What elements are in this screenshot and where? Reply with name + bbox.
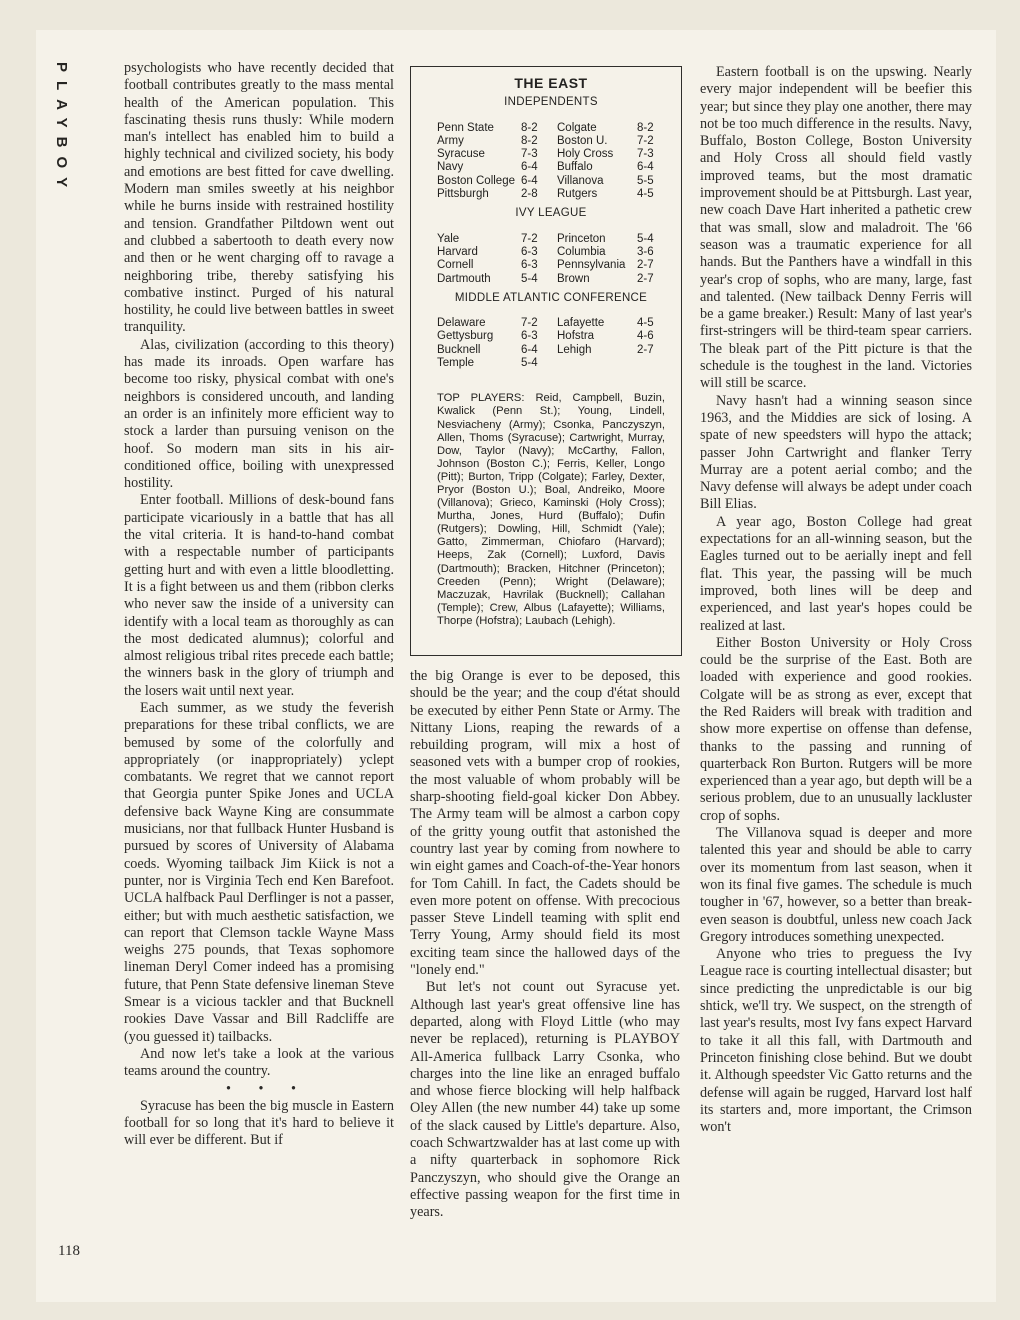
team-name: Army [437,134,464,147]
team-record: 7-2 [521,232,538,245]
team-name: Syracuse [437,148,485,161]
top-players: TOP PLAYERS: Reid, Campbell, Buzin, Kwalick (Penn St.); Young, Lindell, Nesviacheny (Army); Csonka, Panczyszyn, Allen, Thoms (Syracuse); Cartwright, Murray, Dow, Taylor (Navy); McCarthy, Fallon, Johnson (Boston C.); Ferris, Keller, Longo (Pitt); Burton, Tripp (Colgate); Farley, Dexter, Pryor (Boston U.); Boal, Andreiko, Moore (Villanova); Grieco, Kaminski (Holy Cross); Murtha, Jones, Hurd (Buffalo); Dufin (Rutgers); Dowling, Hill, Schmidt (Yale); Gatto, Zimmerman, Chiofaro (Harvard); Heeps, Zak (Cornell); Luxford, Davis (Dartmouth); Bracken, Hitchner (Princeton); Creeden (Penn); Wright (Delaware); Maczuzak, Havrilak (Bucknell); Callahan (Temple); Crew, Albus (Lafayette); Williams, Thorpe (Hofstra); Laubach (Lehigh). [437,392,665,627]
paragraph: Alas, civilization (according to this theory) has made its inroads. Open warfare has become too risky, physical combat with one's neighbors is considered uncouth, and landing an order is an infinitely more efficient way to stock a larder than pursuing venison on the hoof. So modern man sits in his air-conditioned office, boiling with unexpressed hostility. [124,336,394,492]
team-record: 3-6 [637,245,654,258]
team-name: Boston U. [557,134,608,147]
team-record: 7-2 [521,317,538,330]
team-name: Delaware [437,317,486,330]
team-name: Columbia [557,245,606,258]
team-name: Penn State [437,121,494,134]
team-name: Lafayette [557,317,605,330]
team-record: 8-2 [521,121,538,134]
team-record: 6-4 [521,161,538,174]
paragraph: Enter football. Millions of desk-bound fans participate vicariously in a battle that has all the vital criteria. It is hand-to-hand combat with a respectable number of participants getting hurt and with even a little bloodletting. It is a fight between us and them (ribbon clerks who never saw the inside of a university can identify with a local team as thoroughly as can the most dedicated alumnus); colorful and almost religious tribal rites precede each battle; the winners bask in the glory of triumph and the losers wait until next year. [124,492,394,699]
team-record: 6-3 [521,259,538,272]
standings-section-heading: IVY LEAGUE [515,207,587,220]
team-name: Dartmouth [437,272,491,285]
team-record: 6-3 [521,330,538,343]
paragraph: Each summer, as we study the feverish preparations for these tribal conflicts, we are bemused by some of the colorfully and appropriately (or inappropriately) yclept combatants. We regret that we cannot report that Georgia punter Spike Jones and UCLA defensive back Wayne King are consummate musicians, nor that fullback Hunter Husband is pursued by scores of University of Alabama coeds. Wyoming tailback Jim Kiick is not a punter, nor is Virginia Tech end Ken Barefoot. UCLA halfback Paul Derflinger is not a passer, either; but with much aesthetic satisfaction, we can report that Clemson tackle Wayne Mass weighs 275 pounds, that Texas sophomore lineman Deryl Comer indeed has a promising future, that Penn State defensive lineman Steve Smear is a vicious tackler and that Bucknell rookies Dave Vassar and Bill Radcliffe are (you guessed it) tailbacks. [124,699,394,1045]
team-name: Harvard [437,245,478,258]
team-name: Pennsylvania [557,259,626,272]
team-record: 4-6 [637,330,654,343]
team-record: 4-5 [637,188,654,201]
team-record: 7-3 [637,148,654,161]
team-record [637,357,657,370]
team-record: 7-2 [637,134,654,147]
team-name: Pittsburgh [437,188,489,201]
article-column-1 [124,60,394,1150]
team-name: Brown [557,272,590,285]
paragraph: But let's not count out Syracuse yet. Although last year's great offensive line has departed, along with Floyd Little (who may never be replaced), returning is PLAYBOY All-America fullback Larry Csonka, who charges into the line like an enraged buffalo and whose fierce blocking will help halfback Oley Allen (the new number 44) take up some of the slack caused by Little's departure. Also, coach Schwartzwalder has at last come up with a nifty quarterback in sophomore Rick Panczyszyn, who should give the Orange an effective passing weapon for the first time in years. [410,979,680,1221]
team-name: Temple [437,357,475,370]
team-name: Boston College [437,174,515,187]
team-record: 2-8 [521,188,538,201]
team-name: Holy Cross [557,148,614,161]
paragraph: Syracuse has been the big muscle in Eastern football for so long that it's hard to believe it will ever be different. But if [124,1097,394,1149]
sidebar-sections [437,96,665,370]
paragraph: Eastern football is on the upswing. Nearly every major independent will be beefier this year; but since they play one another, there may not be too much difference in the results. Navy, Buffalo, Boston College, Boston University and Holy Cross all should field vastly improved teams, but the most dramatic improvement should be at Pittsburgh. Last year, new coach Dave Hart inherited a pathetic crew that was small, slow and maladroit. The '66 season was a traumatic experience for all hands. But the Panthers have a windfall in this year's crop of sophs, who are many, large, fast and talented. (New tailback Denny Ferris will be a game breaker.) Result: Many of last year's first-stringers will be third-team spear carriers. The bleak part of the Pitt picture is that the schedule is the toughest in the land. Victories will still be scarce. [700,64,972,392]
team-name: Yale [437,232,460,245]
team-record: 5-4 [521,357,538,370]
paragraph: Anyone who tries to preguess the Ivy League race is courting intellectual disaster; but since predicting the unpredictable is our big shtick, we'll try. We suspect, on the strength of last year's results, most Ivy fans expect Harvard to take it all this fall, with Dartmouth and Princeton finishing close behind. But we doubt it. Although speedster Vic Gatto returns and the defense will again be rugged, Harvard lost half its starters and, more important, the Crimson won't [700,946,972,1136]
team-record: 5-5 [637,174,654,187]
team-name: Buffalo [557,161,593,174]
team-name: Villanova [557,174,604,187]
team-name: Cornell [437,259,474,272]
paragraph: Either Boston University or Holy Cross could be the surprise of the East. Both are loaded with experience and good rookies. Colgate will be as strong as ever, except that the Red Raiders will break with tradition and show more expertise on offense than defense, thanks to the passing and running of quarterback Ron Burton. Rutgers will be more experienced than a year ago, but depth will be a serious problem, due to an unusually lackluster crop of sophs. [700,634,972,824]
team-name: Bucknell [437,343,481,356]
team-name: Gettysburg [437,330,494,343]
paragraph: The Villanova squad is deeper and more talented this year and should be able to carry over its momentum from last season, when it won its final five games. The schedule is much tougher in '67, however, so a better than break-even season is doubtful, unless new coach Jack Gregory introduces something unexpected. [700,825,972,945]
team-name: Navy [437,161,464,174]
team-name [557,357,637,370]
paragraph: • • • [226,1080,308,1097]
team-name: Rutgers [557,188,598,201]
team-record: 8-2 [637,121,654,134]
team-record: 6-4 [521,343,538,356]
team-record: 6-4 [637,161,654,174]
magazine-name: PLAYBOY [53,62,70,197]
standings-section-heading: INDEPENDENTS [504,96,598,109]
article-column-3 [700,64,972,1136]
team-record: 4-5 [637,317,654,330]
sidebar-title: THE EAST [514,75,588,91]
team-record: 7-3 [521,148,538,161]
standings-section-heading: MIDDLE ATLANTIC CONFERENCE [454,291,648,304]
paragraph: And now let's take a look at the various teams around the country. [124,1045,394,1080]
team-name: Princeton [557,232,606,245]
team-name: Colgate [557,121,597,134]
team-name: Lehigh [557,343,592,356]
team-record: 2-7 [637,272,654,285]
team-record: 5-4 [637,232,654,245]
team-record: 8-2 [521,134,538,147]
paragraph: Navy hasn't had a winning season since 1963, and the Middies are sick of losing. A spate of new speedsters will hypo the attack; passer John Cartwright and flanker Terry Murray are a potent aerial combo; and the Navy defense will always be adept under coach Bill Elias. [700,392,972,513]
article-column-2 [410,668,680,1222]
page-number: 118 [58,1243,80,1259]
team-record: 6-3 [521,245,538,258]
standings-table [437,317,665,370]
team-name: Hofstra [557,330,595,343]
team-record: 5-4 [521,272,538,285]
team-record: 2-7 [637,343,654,356]
team-record: 6-4 [521,174,538,187]
standings-table [437,233,665,286]
paragraph: the big Orange is ever to be deposed, this should be the year; and the coup d'état should be executed by either Penn State or Army. The Nittany Lions, reaping the rewards of a rebuilding program, will mix a host of seasoned vets with a bumper crop of rookies, the most valuable of whom probably will be sharp-shooting field-goal kicker Don Abbey. The Army team will be almost a carbon copy of the gritty young outfit that astonished the country last year by coming from nowhere to win eight games and Coach-of-the-Year honors for Tom Cahill. In fact, the Cadets should be even more potent on offense. With precocious passer Steve Lindell teaming with split end Terry Young, Army should field its most exciting team since the hallowed days of the "lonely end." [410,668,680,979]
team-record: 2-7 [637,259,654,272]
paragraph: A year ago, Boston College had great expectations for an all-winning season, but the Eagles turned out to be aerially inept and fell flat. This year, the passing will be much improved, both lines will be deep and experienced, and last year's hopes could be realized at last. [700,513,972,634]
standings-sidebar [410,66,682,656]
paragraph: psychologists who have recently decided that football contributes greatly to the mass mental health of the American population. This fascinating thesis runs thusly: While modern man's intellect has enabled him to build a highly technical and civilized society, his body and emotions are best fitted for cave dwelling. Modern man smiles sweetly at his neighbor while he burns inside with restrained hostility and tension. Grandfather Piltdown went out and clubbed a sabertooth to death every now and then or he went charging off to ravage a neighboring tribe, thereby satisfying his combative instinct. Purged of his natural hostility, he could live between battles in sweet tranquility. [124,60,394,336]
standings-table [437,122,665,202]
